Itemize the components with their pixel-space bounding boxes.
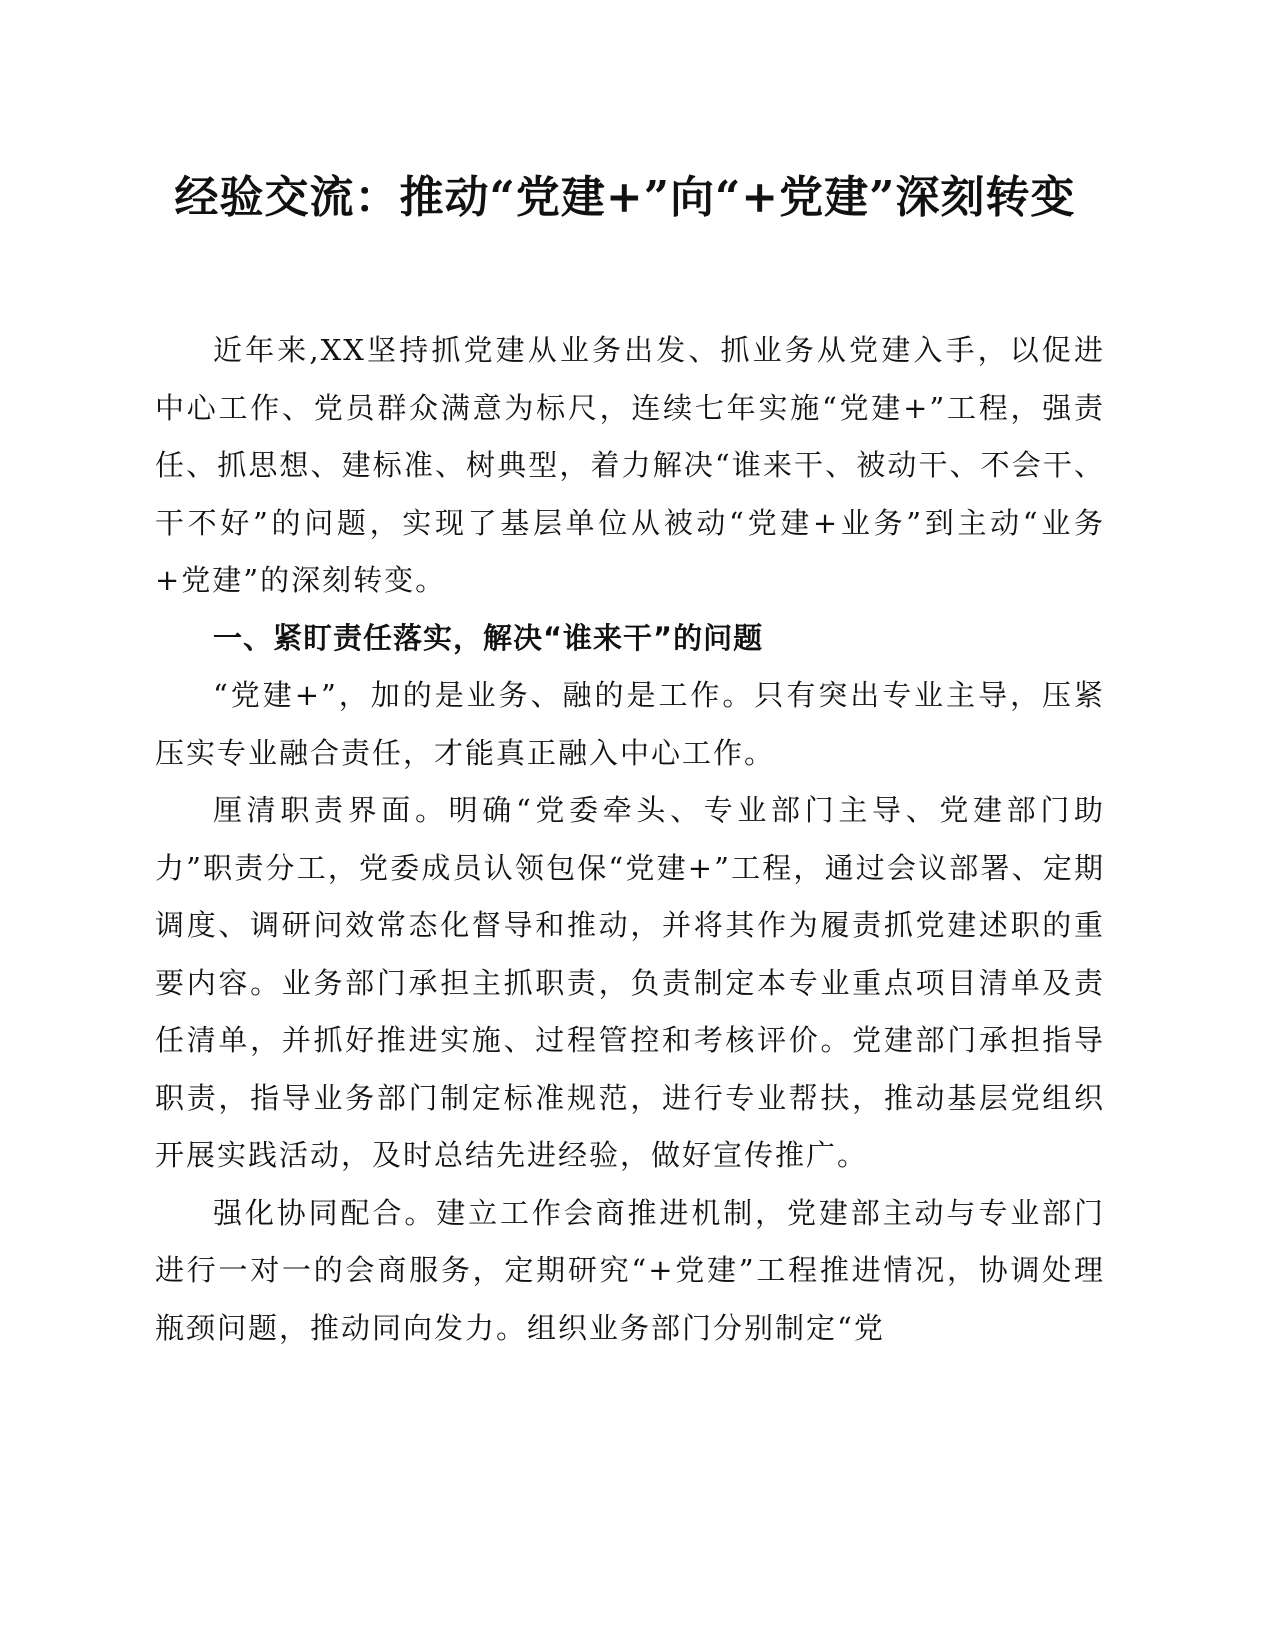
section-heading-1: 一、紧盯责任落实，解决“谁来干”的问题 (213, 620, 764, 655)
intro-paragraph: 近年来,XX坚持抓党建从业务出发、抓业务从党建入手，以促进中心工作、党员群众满意为标尺，连续七年实施“党建+”工程，强责任、抓思想、建标准、树典型，着力解决“谁来干、被动干、不会干、干不好”的问题，实现了基层单位从被动“党建+业务”到主动“业务+党建”的深刻转变。 (155, 333, 1105, 597)
document-body (155, 322, 1105, 1357)
document-title: 经验交流：推动“党建+”向“+党建”深刻转变 (174, 172, 1076, 223)
clarify-responsibilities-paragraph: 厘清职责界面。明确“党委牵头、专业部门主导、党建部门助力”职责分工，党委成员认领包保“党建+”工程，通过会议部署、定期调度、调研问效常态化督导和推动，并将其作为履责抓党建述职的重要内容。业务部门承担主抓职责，负责制定本专业重点项目清单及责任清单，并抓好推进实施、过程管控和考核评价。党建部门承担指导职责，指导业务部门制定标准规范，进行专业帮扶，推动基层党组织开展实践活动，及时总结先进经验，做好宣传推广。 (155, 793, 1105, 1172)
strengthen-coordination-paragraph: 强化协同配合。建立工作会商推进机制，党建部主动与专业部门进行一对一的会商服务，定期研究“+党建”工程推进情况，协调处理瓶颈问题，推动同向发力。组织业务部门分别制定“党 (155, 1195, 1105, 1345)
section-1-lead-paragraph: “党建+”，加的是业务、融的是工作。只有突出专业主导，压紧压实专业融合责任，才能真正融入中心工作。 (155, 678, 1105, 770)
